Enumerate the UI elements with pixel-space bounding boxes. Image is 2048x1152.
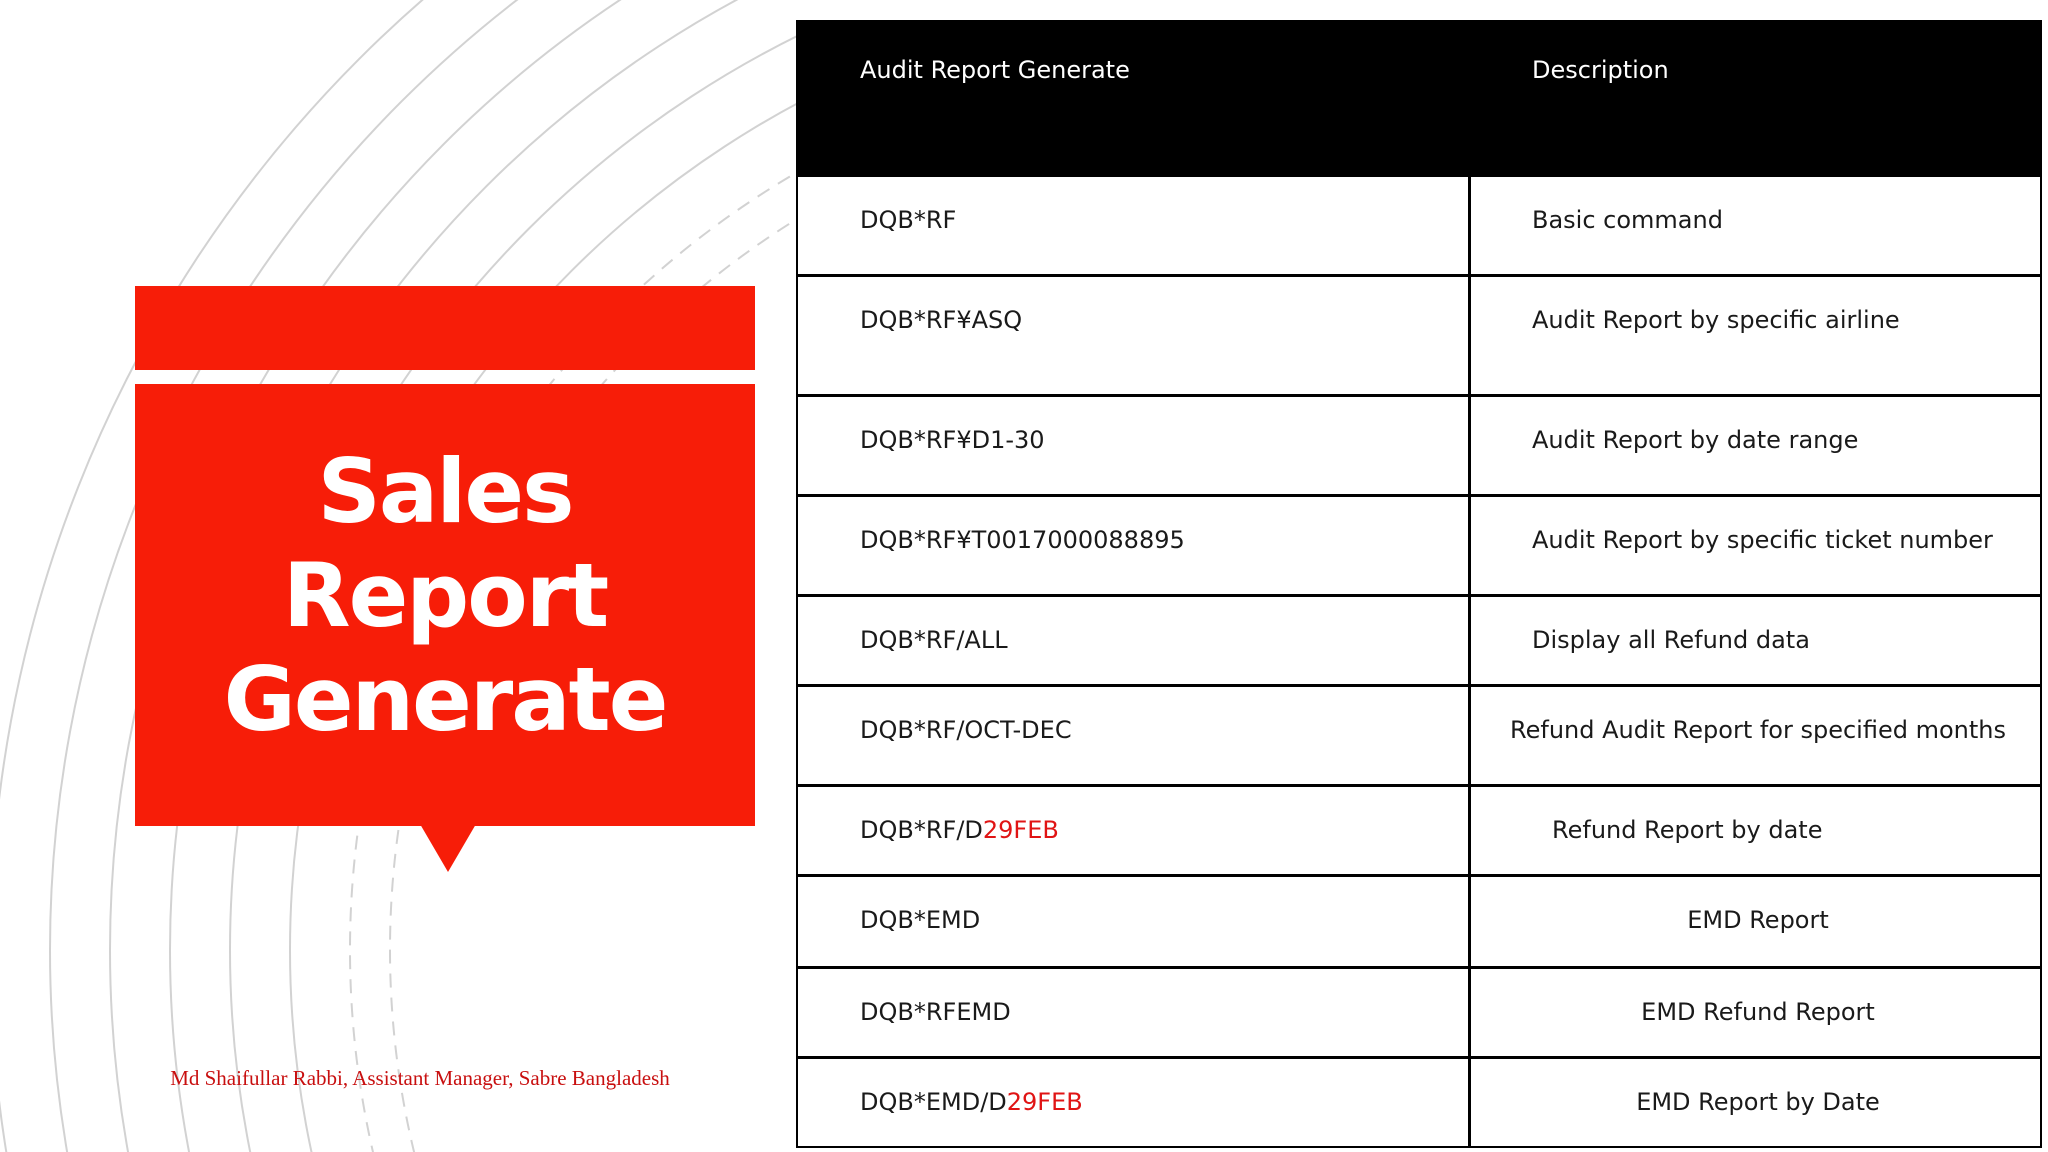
table-row bbox=[798, 594, 2040, 684]
description-cell: Audit Report by specific airline bbox=[1532, 306, 1900, 334]
description-cell: EMD Report by Date bbox=[1636, 1088, 1880, 1116]
slide-title bbox=[135, 440, 755, 752]
description-cell: Basic command bbox=[1532, 206, 1723, 234]
description-cell: Audit Report by date range bbox=[1532, 426, 1859, 454]
table-header bbox=[798, 22, 2040, 174]
table-row bbox=[798, 1056, 2040, 1146]
slide-title-line: Sales bbox=[317, 440, 573, 543]
author-credit: Md Shaifullar Rabbi, Assistant Manager, Sabre Bangladesh bbox=[170, 1066, 670, 1090]
description-cell: Refund Report by date bbox=[1552, 816, 1823, 844]
title-accent-bar bbox=[135, 286, 755, 370]
command-cell: DQB*RF/OCT-DEC bbox=[860, 716, 1072, 744]
description-cell: Display all Refund data bbox=[1532, 626, 1810, 654]
slide-title-line: Generate bbox=[223, 648, 667, 751]
title-box-pointer bbox=[420, 824, 476, 872]
description-cell: EMD Refund Report bbox=[1641, 998, 1875, 1026]
header-command: Audit Report Generate bbox=[860, 56, 1130, 84]
command-cell: DQB*RF bbox=[860, 206, 957, 234]
command-table bbox=[796, 20, 2042, 1148]
slide-title-line: Report bbox=[282, 544, 608, 647]
command-cell: DQB*RFEMD bbox=[860, 998, 1011, 1026]
table-row bbox=[798, 966, 2040, 1056]
table-row bbox=[798, 174, 2040, 274]
table-row bbox=[798, 684, 2040, 784]
command-cell: DQB*RF/D29FEB bbox=[860, 816, 1059, 844]
command-cell: DQB*RF¥ASQ bbox=[860, 306, 1023, 334]
command-cell: DQB*RF¥T0017000088895 bbox=[860, 526, 1185, 554]
table-row bbox=[798, 494, 2040, 594]
table-row bbox=[798, 274, 2040, 394]
command-cell: DQB*RF¥D1-30 bbox=[860, 426, 1045, 454]
command-cell: DQB*EMD bbox=[860, 906, 981, 934]
description-cell: Refund Audit Report for specified months bbox=[1510, 716, 2006, 744]
command-cell: DQB*EMD/D29FEB bbox=[860, 1088, 1083, 1116]
table-row bbox=[798, 784, 2040, 874]
description-cell: Audit Report by specific ticket number bbox=[1532, 526, 1993, 554]
header-description: Description bbox=[1532, 56, 1669, 84]
table-row bbox=[798, 394, 2040, 494]
table-row bbox=[798, 874, 2040, 966]
command-cell: DQB*RF/ALL bbox=[860, 626, 1008, 654]
description-cell: EMD Report bbox=[1687, 906, 1829, 934]
